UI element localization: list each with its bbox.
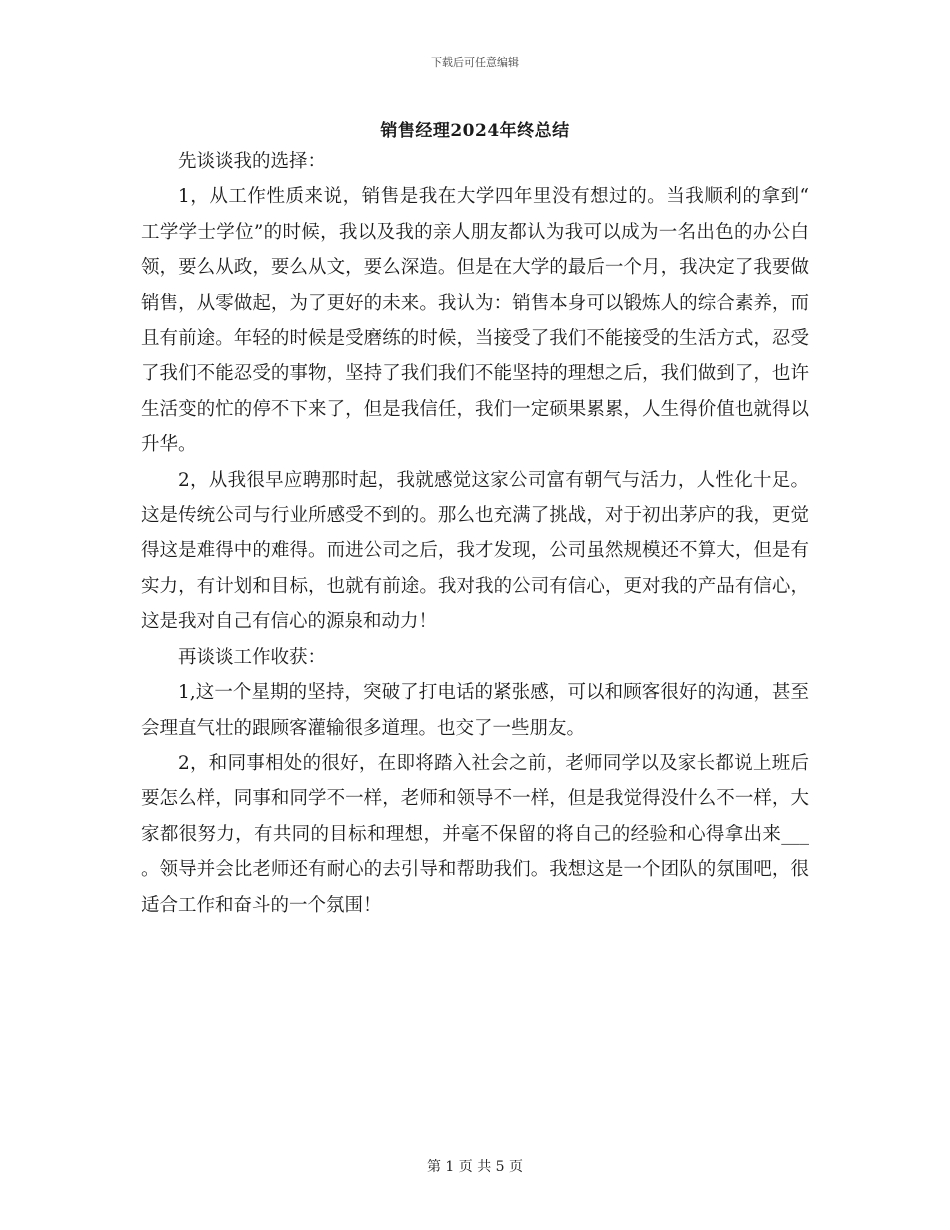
header-note: 下载后可任意编辑: [431, 56, 519, 69]
paragraph-choice-2: 2，从我很早应聘那时起，我就感觉这家公司富有朝气与活力，人性化十足。这是传统公司与行业所感受不到的。那么也充满了挑战，对于初出茅庐的我，更觉得这是难得中的难得。而进公司之后，我才发现，公司虽然规模还不算大，但是有实力，有计划和目标，也就有前途。我对我的公司有信心，更对我的产品有信心，这是我对自己有信心的源泉和动力！: [141, 469, 809, 633]
document-body: [141, 144, 809, 923]
document-title: 销售经理2024年终总结: [380, 121, 570, 141]
paragraph-choice-1: 1，从工作性质来说，销售是我在大学四年里没有想过的。当我顺利的拿到“工学学士学位”的时候，我以及我的亲人朋友都认为我可以成为一名出色的办公白领，要么从政，要么从文，要么深造。但是在大学的最后一个月，我决定了我要做销售，从零做起，为了更好的未来。我认为：销售本身可以锻炼人的综合素养，而且有前途。年轻的时候是受磨练的时候，当接受了我们不能接受的生活方式，忍受了我们不能忍受的事物，坚持了我们我们不能坚持的理想之后，我们做到了，也许生活变的忙的停不下来了，但是我信任，我们一定硕果累累，人生得价值也就得以升华。: [141, 186, 809, 456]
paragraph-gains-2: 2，和同事相处的很好，在即将踏入社会之前，老师同学以及家长都说上班后要怎么样，同事和同学不一样，老师和领导不一样，但是我觉得没什么不一样，大家都很努力，有共同的目标和理想，并毫不保留的将自己的经验和心得拿出来___。领导并会比老师还有耐心的去引导和帮助我们。我想这是一个团队的氛围吧，很适合工作和奋斗的一个氛围！: [141, 752, 809, 916]
page-number: 第 1 页 共 5 页: [426, 1159, 524, 1175]
paragraph-choice-heading: 先谈谈我的选择：: [178, 151, 327, 172]
paragraph-gains-heading: 再谈谈工作收获：: [178, 646, 327, 668]
paragraph-gains-1: 1,这一个星期的坚持，突破了打电话的紧张感，可以和顾客很好的沟通，甚至会理直气壮的跟顾客灌输很多道理。也交了一些朋友。: [141, 682, 809, 739]
